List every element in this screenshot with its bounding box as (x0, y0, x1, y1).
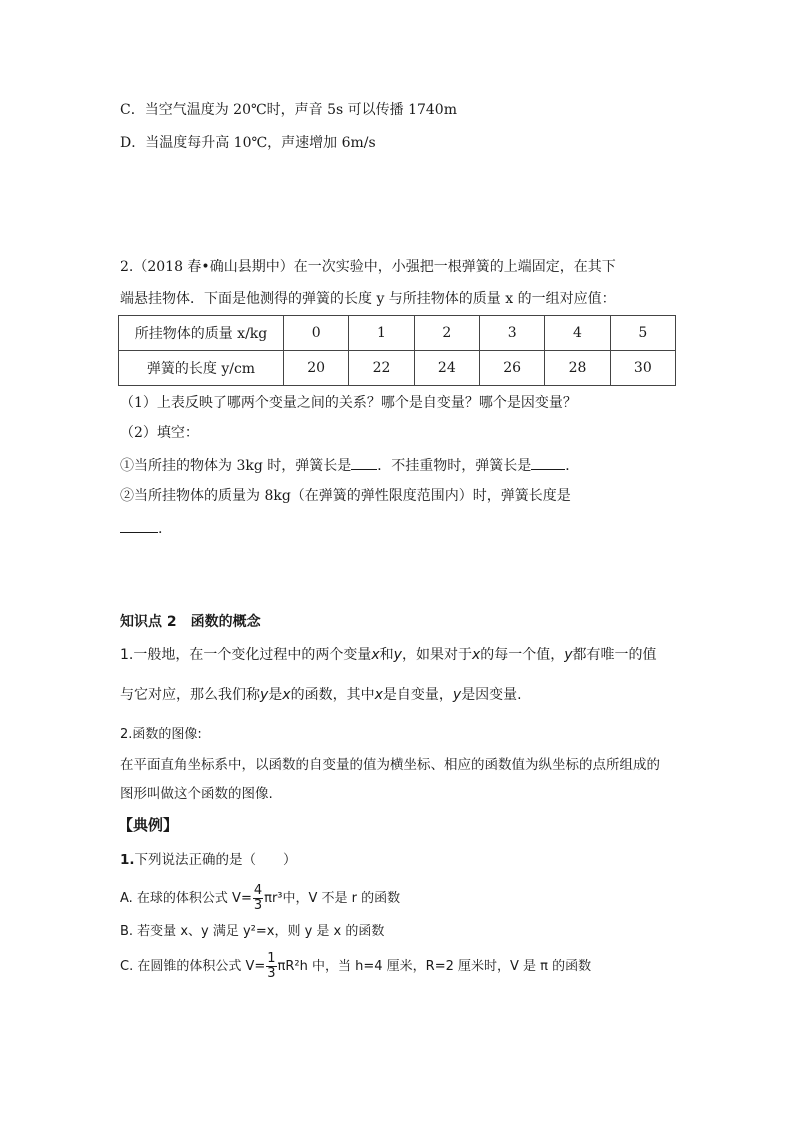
definition-text: 的函数，其中 (290, 687, 375, 703)
option-a-text: A. 在球的体积公式 V= (120, 891, 252, 906)
table-row-mass (119, 316, 676, 351)
example-question (120, 850, 297, 870)
table-cell: 20 (284, 351, 349, 386)
fill-item-1 (120, 455, 579, 476)
data-table (118, 315, 676, 386)
answer-blank[interactable] (531, 455, 565, 470)
definition-text: 是因变量. (461, 687, 522, 703)
option-a (120, 884, 400, 914)
graph-definition-line2: 图形叫做这个函数的图像. (120, 786, 273, 802)
table-cell: 30 (610, 351, 675, 386)
option-c: C．当空气温度为 20℃时，声音 5s 可以传播 1740m (120, 102, 457, 118)
fraction-one-third (266, 952, 276, 981)
example-heading: 【典例】 (118, 816, 179, 834)
table-cell: 4 (545, 316, 610, 351)
variable-x: x (282, 687, 291, 703)
fill-item-2-end: . (158, 521, 163, 537)
table-cell: 1 (349, 316, 414, 351)
variable-x: x (374, 687, 383, 703)
problem2-intro-line2: 端悬挂物体．下面是他测得的弹簧的长度 y 与所挂物体的质量 x 的一组对应值： (120, 291, 616, 307)
definition-text: 与它对应，那么我们称 (120, 687, 260, 703)
table-cell: 2 (414, 316, 479, 351)
question-1: （1）上表反映了哪两个变量之间的关系？哪个是自变量？哪个是因变量？ (120, 395, 577, 411)
answer-blank[interactable] (351, 455, 377, 470)
definition-text: 是 (268, 687, 283, 703)
variable-y: y (564, 647, 573, 663)
table-cell: 0 (284, 316, 349, 351)
graph-subtitle: 2.函数的图像: (120, 727, 202, 742)
question-number: 1. (120, 852, 135, 868)
question-2: （2）填空： (120, 425, 199, 441)
definition-text: 是自变量， (382, 687, 453, 703)
definition-text: 的每一个值， (480, 647, 565, 663)
fraction-numerator: 4 (253, 883, 263, 898)
option-a-text: πr³中，V 不是 r 的函数 (264, 891, 401, 906)
definition-text: 都有唯一的值 (572, 647, 657, 663)
definition-line2 (120, 685, 522, 705)
fraction-numerator: 1 (267, 951, 276, 966)
variable-x: x (371, 647, 380, 663)
option-c-text: πR²h 中，当 h=4 厘米，R=2 厘米时，V 是 π 的函数 (277, 959, 592, 974)
definition-text: 1.一般地，在一个变化过程中的两个变量 (120, 647, 372, 663)
table-cell: 3 (479, 316, 544, 351)
definition-text: ，如果对于 (401, 647, 472, 663)
option-d: D．当温度每升高 10℃，声速增加 6m/s (120, 135, 376, 151)
table-header-length: 弹簧的长度 y/cm (119, 351, 284, 386)
table-cell: 26 (479, 351, 544, 386)
option-c-text: C. 在圆锥的体积公式 V= (120, 959, 266, 974)
fraction-denominator: 3 (253, 898, 263, 913)
option-c-example (120, 952, 591, 982)
table-cell: 5 (610, 316, 675, 351)
problem2-intro-line1: 2.（2018 春•确山县期中）在一次实验中，小强把一根弹簧的上端固定，在其下 (120, 259, 616, 275)
fill-item-1-text-c: ． (565, 458, 580, 474)
table-header-mass: 所挂物体的质量 x/kg (119, 316, 284, 351)
fill-item-2-blank-line (120, 518, 162, 539)
answer-blank[interactable] (120, 518, 158, 533)
table-row-length (119, 351, 676, 386)
variable-y: y (393, 647, 402, 663)
fill-item-1-text-b: ．不挂重物时，弹簧长是 (377, 458, 532, 474)
fraction-four-thirds (253, 884, 263, 913)
table-cell: 22 (349, 351, 414, 386)
fill-item-1-text-a: ①当所挂的物体为 3kg 时，弹簧长是 (120, 458, 352, 474)
variable-y: y (452, 687, 462, 703)
fraction-denominator: 3 (267, 966, 276, 981)
graph-definition-line1: 在平面直角坐标系中，以函数的自变量的值为横坐标、相应的函数值为纵坐标的点所组成的 (120, 757, 660, 773)
variable-x: x (471, 647, 481, 663)
table-cell: 24 (414, 351, 479, 386)
question-text: 下列说法正确的是（ ） (134, 852, 297, 868)
fill-item-2: ②当所挂物体的质量为 8kg（在弹簧的弹性限度范围内）时，弹簧长度是 (120, 488, 571, 504)
knowledge-title: 知识点 2 函数的概念 (120, 614, 261, 630)
definition-text: 和 (379, 647, 394, 663)
table-cell: 28 (545, 351, 610, 386)
option-b: B. 若变量 x、y 满足 y²=x，则 y 是 x 的函数 (120, 924, 385, 939)
definition-line1 (120, 645, 657, 665)
variable-y: y (260, 687, 269, 703)
